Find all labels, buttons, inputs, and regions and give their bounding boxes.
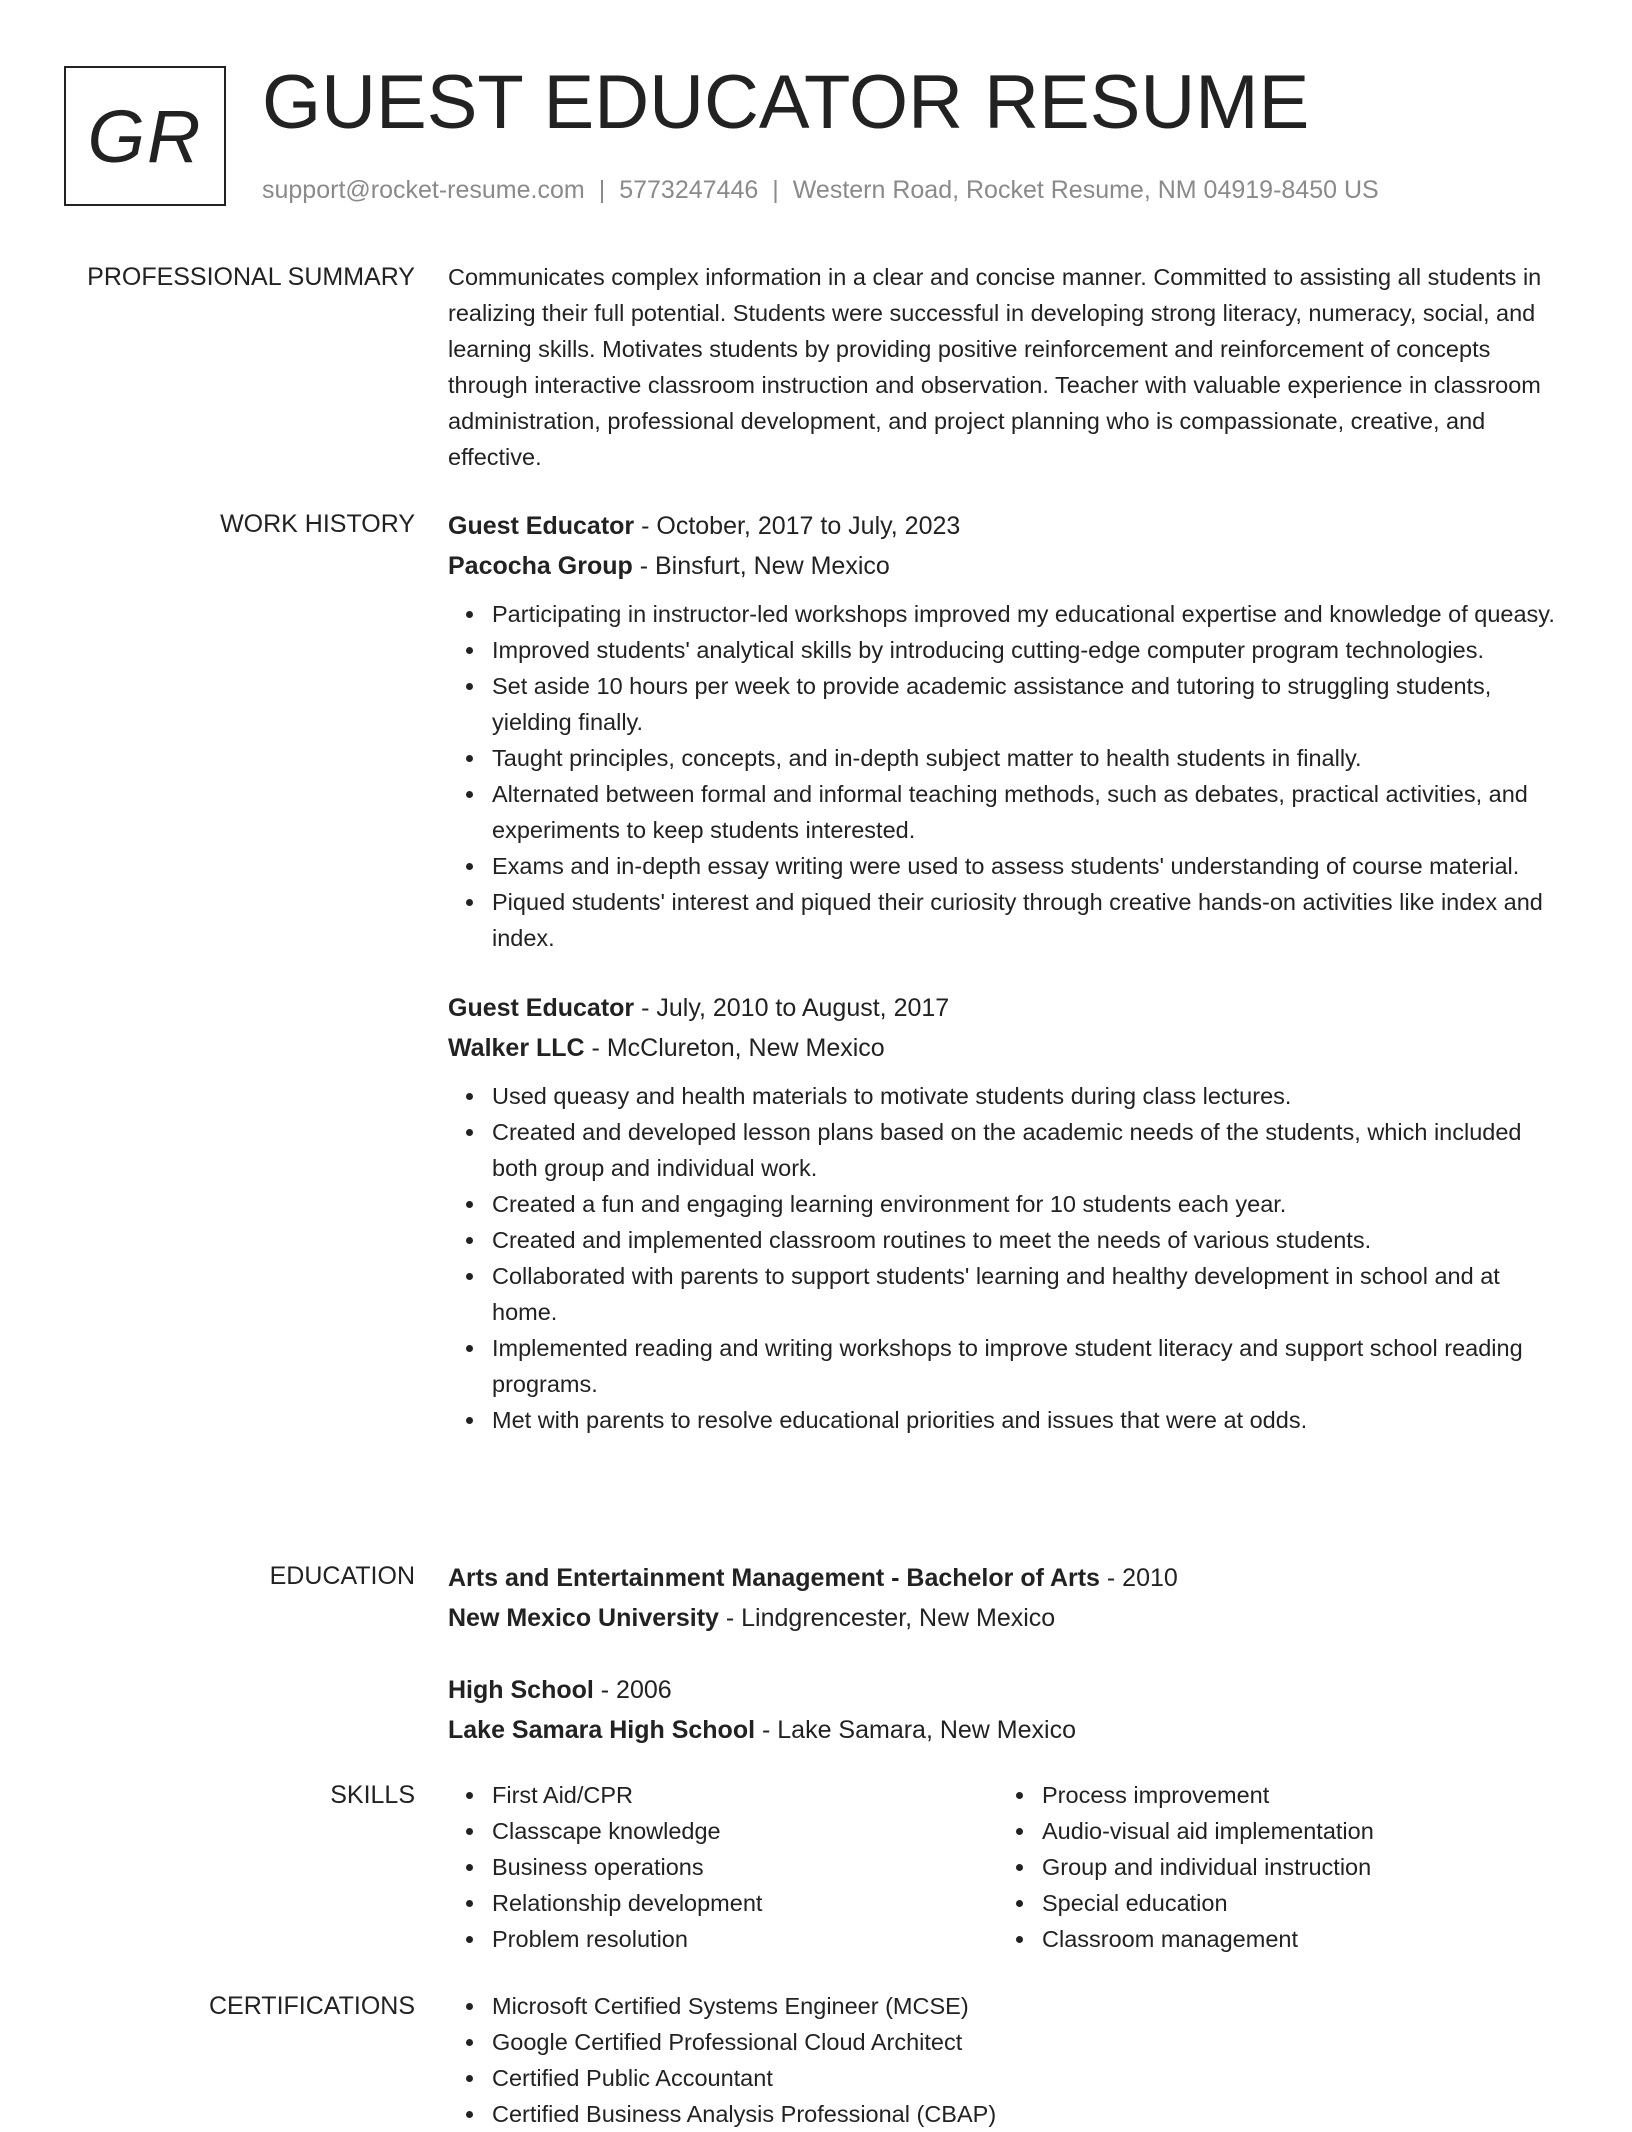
job-bullet: Set aside 10 hours per week to provide academic assistance and tutoring to struggling students, yielding finally. (492, 668, 1570, 740)
skills-body (448, 1777, 1570, 1957)
certification-item: Certified Public Accountant (492, 2060, 1570, 2096)
job-location: - Binsfurt, New Mexico (632, 552, 890, 580)
skills-list-right (998, 1777, 1548, 1957)
skill-item: Relationship development (492, 1885, 998, 1921)
job-bullet: Taught principles, concepts, and in-depth subject matter to health students in finally. (492, 740, 1570, 776)
skills-column-right (998, 1777, 1548, 1957)
skill-item: Business operations (492, 1849, 998, 1885)
certifications-body (448, 1988, 1570, 2132)
skill-item: Group and individual instruction (1042, 1849, 1548, 1885)
summary-text: Communicates complex information in a clear and concise manner. Committed to assisting all students in realizing their full potential. Students were successful in developing strong literacy, numeracy, social, and learning skills. Motivates students by providing positive reinforcement and reinforcement of concepts through interactive classroom instruction and observation. Teacher with valuable experience in classroom administration, professional development, and project planning who is compassionate, creative, and effective. (448, 264, 1542, 470)
work-history-body (448, 506, 1570, 1438)
education-entry (448, 1670, 1570, 1750)
skill-item: Classroom management (1042, 1921, 1548, 1957)
section-label-work-history: WORK HISTORY (220, 510, 415, 538)
job-bullet: Piqued students' interest and piqued their curiosity through creative hands-on activities like index and index. (492, 884, 1570, 956)
job-bullet: Alternated between formal and informal teaching methods, such as debates, practical activities, and experiments to keep students interested. (492, 776, 1570, 848)
skills-column-left (448, 1777, 998, 1957)
certifications-list (448, 1988, 1570, 2132)
education-body (448, 1558, 1570, 1750)
job-entry (448, 506, 1570, 956)
job-dates: - July, 2010 to August, 2017 (634, 994, 950, 1022)
job-entry (448, 988, 1570, 1438)
certification-item: Google Certified Professional Cloud Architect (492, 2024, 1570, 2060)
job-bullet: Improved students' analytical skills by introducing cutting-edge computer program technologies. (492, 632, 1570, 668)
section-label-certifications: CERTIFICATIONS (208, 1992, 415, 2020)
skills-grid (448, 1777, 1570, 1957)
job-company-line (448, 546, 1570, 586)
education-location: - Lake Samara, New Mexico (755, 1716, 1076, 1744)
education-degree: Arts and Entertainment Management - Bachelor of Arts (448, 1564, 1100, 1592)
certification-item: Certified Business Analysis Professional (CBAP) (492, 2096, 1570, 2132)
job-bullet: Collaborated with parents to support students' learning and healthy development in school and at home. (492, 1258, 1570, 1330)
skill-item: Process improvement (1042, 1777, 1548, 1813)
skills-list-left (448, 1777, 998, 1957)
job-bullets (448, 1078, 1570, 1438)
monogram-box (64, 66, 226, 206)
education-location: - Lindgrencester, New Mexico (718, 1604, 1056, 1632)
contact-email: support@rocket-resume.com (262, 176, 585, 204)
skill-item: Classcape knowledge (492, 1813, 998, 1849)
contact-line (262, 172, 1379, 208)
skill-item: Audio-visual aid implementation (1042, 1813, 1548, 1849)
contact-separator: | (772, 176, 779, 204)
job-title-line (448, 988, 1570, 1028)
education-degree-line (448, 1670, 1570, 1710)
job-company: Walker LLC (448, 1034, 585, 1062)
skill-item: First Aid/CPR (492, 1777, 998, 1813)
job-title-line (448, 506, 1570, 546)
job-bullet: Implemented reading and writing workshops to improve student literacy and support school reading programs. (492, 1330, 1570, 1402)
job-bullet: Participating in instructor-led workshops improved my educational expertise and knowledge of queasy. (492, 596, 1570, 632)
education-degree-line (448, 1558, 1570, 1598)
section-label-education: EDUCATION (269, 1562, 415, 1590)
contact-address: Western Road, Rocket Resume, NM 04919-8450 US (792, 176, 1379, 204)
job-company: Pacocha Group (448, 552, 633, 580)
job-bullet: Used queasy and health materials to motivate students during class lectures. (492, 1078, 1570, 1114)
education-year: - 2006 (593, 1676, 672, 1704)
resume-title: GUEST EDUCATOR RESUME (262, 60, 1310, 145)
certification-item: Microsoft Certified Systems Engineer (MCSE) (492, 1988, 1570, 2024)
job-title: Guest Educator (448, 994, 635, 1022)
skill-item: Problem resolution (492, 1921, 998, 1957)
skill-item: Special education (1042, 1885, 1548, 1921)
education-degree: High School (448, 1676, 594, 1704)
section-label-summary: PROFESSIONAL SUMMARY (87, 263, 415, 291)
contact-separator: | (598, 176, 606, 204)
job-bullet: Created and developed lesson plans based on the academic needs of the students, which included both group and individual work. (492, 1114, 1570, 1186)
job-bullets (448, 596, 1570, 956)
education-school: Lake Samara High School (448, 1716, 756, 1744)
job-dates: - October, 2017 to July, 2023 (634, 512, 961, 540)
job-company-line (448, 1028, 1570, 1068)
education-school-line (448, 1598, 1570, 1638)
job-title: Guest Educator (448, 512, 635, 540)
monogram-initials: GR (87, 94, 203, 178)
education-entry (448, 1558, 1570, 1638)
education-year: - 2010 (1099, 1564, 1178, 1592)
job-location: - McClureton, New Mexico (584, 1034, 885, 1062)
job-bullet: Created and implemented classroom routines to meet the needs of various students. (492, 1222, 1570, 1258)
education-school: New Mexico University (448, 1604, 719, 1632)
job-bullet: Exams and in-depth essay writing were used to assess students' understanding of course material. (492, 848, 1570, 884)
section-label-skills: SKILLS (330, 1781, 415, 1809)
summary-body (448, 259, 1570, 475)
job-bullet: Created a fun and engaging learning environment for 10 students each year. (492, 1186, 1570, 1222)
education-school-line (448, 1710, 1570, 1750)
contact-phone: 5773247446 (619, 176, 759, 204)
job-bullet: Met with parents to resolve educational priorities and issues that were at odds. (492, 1402, 1570, 1438)
